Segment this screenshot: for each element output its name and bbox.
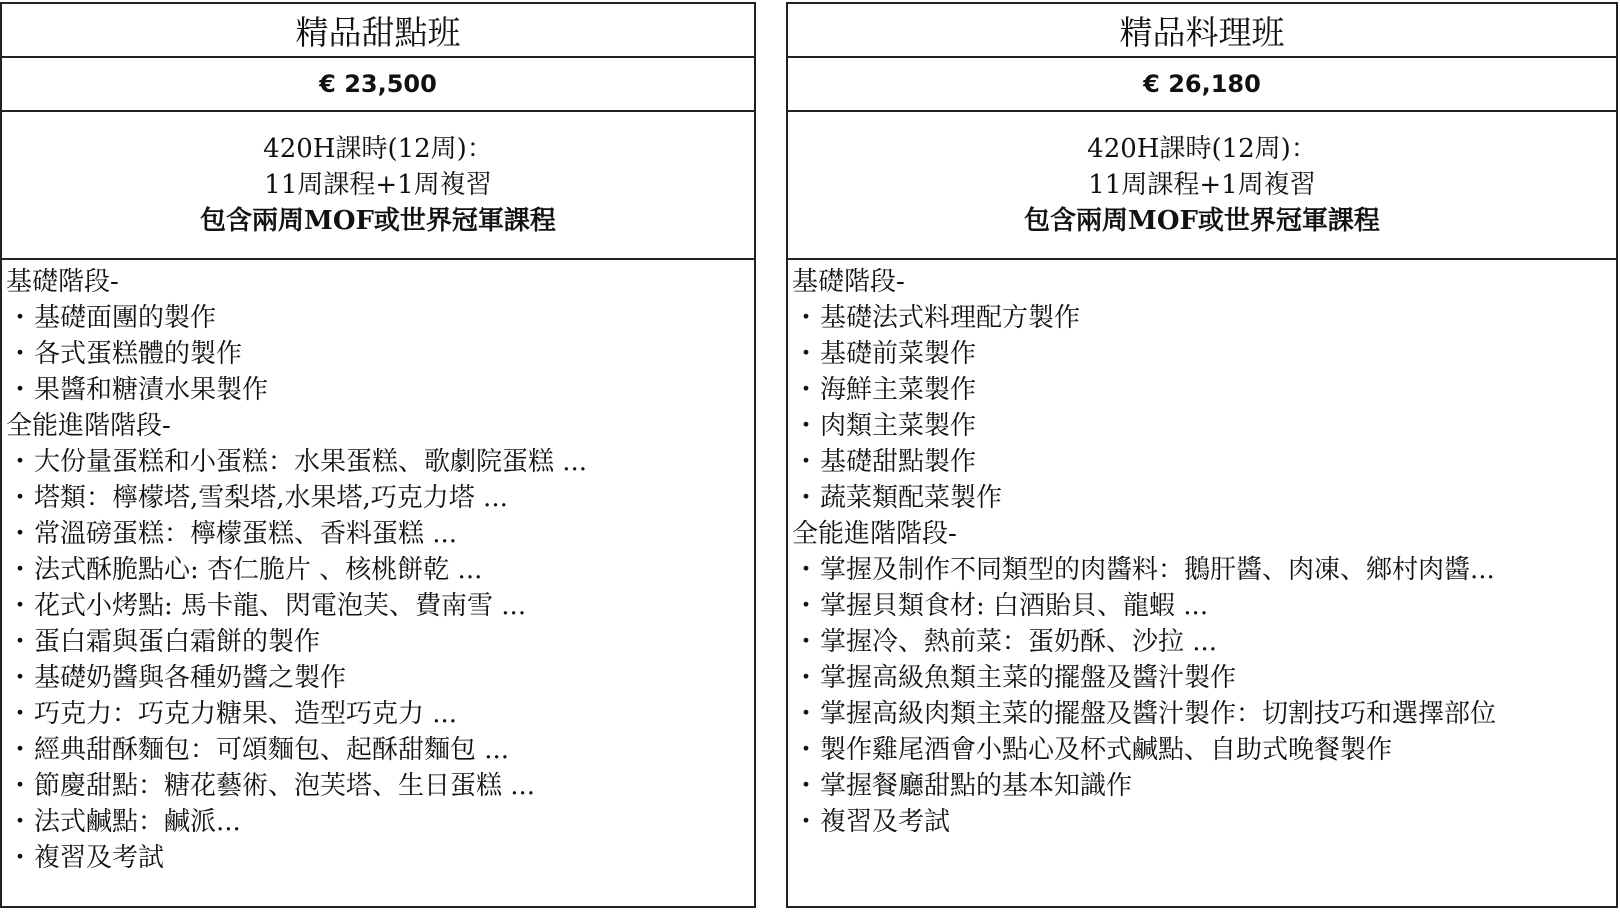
bullet-icon: ・ xyxy=(792,483,819,513)
hours-line: 11周課程+1周複習 xyxy=(264,170,492,200)
list-item: ・蔬菜類配菜製作 xyxy=(792,480,1616,516)
hours-line: 420H課時(12周)： xyxy=(263,134,493,164)
bullet-icon: ・ xyxy=(792,771,819,801)
bullet-icon: ・ xyxy=(792,663,819,693)
section-heading: 全能進階階段- xyxy=(6,411,171,441)
section-heading: 全能進階階段- xyxy=(792,519,957,549)
bullet-icon: ・ xyxy=(792,735,819,765)
list-item: ・製作雞尾酒會小點心及杯式鹹點、自助式晚餐製作 xyxy=(792,732,1616,768)
list-item: ・蛋白霜與蛋白霜餅的製作 xyxy=(6,624,754,660)
course-price: € 26,180 xyxy=(788,58,1616,112)
bullet-icon: ・ xyxy=(792,555,819,585)
course-hours xyxy=(2,112,754,260)
bullet-icon: ・ xyxy=(6,303,33,333)
list-item: ・法式酥脆點心: 杏仁脆片 、核桃餅乾 ... xyxy=(6,552,754,588)
course-content xyxy=(2,260,754,876)
section-heading: 基礎階段- xyxy=(6,267,119,297)
bullet-icon: ・ xyxy=(6,663,33,693)
bullet-icon: ・ xyxy=(6,627,33,657)
bullet-icon: ・ xyxy=(792,375,819,405)
bullet-icon: ・ xyxy=(792,303,819,333)
bullet-icon: ・ xyxy=(792,807,819,837)
bullet-icon: ・ xyxy=(792,591,819,621)
list-item: ・節慶甜點：糖花藝術、泡芙塔、生日蛋糕 ... xyxy=(6,768,754,804)
course-price: € 23,500 xyxy=(2,58,754,112)
bullet-icon: ・ xyxy=(6,519,33,549)
list-item: ・掌握高級魚類主菜的擺盤及醬汁製作 xyxy=(792,660,1616,696)
list-item: ・花式小烤點: 馬卡龍、閃電泡芙、費南雪 ... xyxy=(6,588,754,624)
list-item: ・掌握餐廳甜點的基本知識作 xyxy=(792,768,1616,804)
bullet-icon: ・ xyxy=(792,447,819,477)
hours-highlight: 包含兩周MOF或世界冠軍課程 xyxy=(200,206,556,236)
list-item: ・海鮮主菜製作 xyxy=(792,372,1616,408)
list-item: ・掌握貝類食材: 白酒貽貝、龍蝦 ... xyxy=(792,588,1616,624)
list-item: ・基礎前菜製作 xyxy=(792,336,1616,372)
course-content xyxy=(788,260,1616,840)
list-item: ・基礎甜點製作 xyxy=(792,444,1616,480)
list-item: ・塔類：檸檬塔,雪梨塔,水果塔,巧克力塔 ... xyxy=(6,480,754,516)
bullet-icon: ・ xyxy=(6,843,33,873)
bullet-icon: ・ xyxy=(6,483,33,513)
list-item: ・基礎面團的製作 xyxy=(6,300,754,336)
hours-line: 11周課程+1周複習 xyxy=(1088,170,1316,200)
bullet-icon: ・ xyxy=(792,339,819,369)
list-item: ・複習及考試 xyxy=(792,804,1616,840)
list-item: ・基礎奶醬與各種奶醬之製作 xyxy=(6,660,754,696)
list-item: ・法式鹹點：鹹派... xyxy=(6,804,754,840)
list-item: ・複習及考試 xyxy=(6,840,754,876)
course-title: 精品甜點班 xyxy=(2,4,754,58)
list-item: ・掌握及制作不同類型的肉醬料：鵝肝醬、肉凍、鄉村肉醬... xyxy=(792,552,1616,588)
list-item: ・掌握冷、熱前菜：蛋奶酥、沙拉 ... xyxy=(792,624,1616,660)
bullet-icon: ・ xyxy=(6,339,33,369)
bullet-icon: ・ xyxy=(6,555,33,585)
list-item: ・巧克力：巧克力糖果、造型巧克力 ... xyxy=(6,696,754,732)
bullet-icon: ・ xyxy=(6,375,33,405)
bullet-icon: ・ xyxy=(6,735,33,765)
list-item: ・大份量蛋糕和小蛋糕：水果蛋糕、歌劇院蛋糕 ... xyxy=(6,444,754,480)
list-item: ・掌握高級肉類主菜的擺盤及醬汁製作：切割技巧和選擇部位 xyxy=(792,696,1616,732)
section-heading: 基礎階段- xyxy=(792,267,905,297)
bullet-icon: ・ xyxy=(6,447,33,477)
course-hours xyxy=(788,112,1616,260)
list-item: ・基礎法式料理配方製作 xyxy=(792,300,1616,336)
course-title: 精品料理班 xyxy=(788,4,1616,58)
course-card-dessert xyxy=(0,2,756,908)
list-item: ・肉類主菜製作 xyxy=(792,408,1616,444)
bullet-icon: ・ xyxy=(792,627,819,657)
bullet-icon: ・ xyxy=(792,699,819,729)
bullet-icon: ・ xyxy=(792,411,819,441)
bullet-icon: ・ xyxy=(6,591,33,621)
list-item: ・果醬和糖漬水果製作 xyxy=(6,372,754,408)
bullet-icon: ・ xyxy=(6,807,33,837)
list-item: ・經典甜酥麵包：可頌麵包、起酥甜麵包 ... xyxy=(6,732,754,768)
hours-line: 420H課時(12周)： xyxy=(1087,134,1317,164)
bullet-icon: ・ xyxy=(6,771,33,801)
course-card-cuisine xyxy=(786,2,1618,908)
bullet-icon: ・ xyxy=(6,699,33,729)
hours-highlight: 包含兩周MOF或世界冠軍課程 xyxy=(1024,206,1380,236)
list-item: ・常溫磅蛋糕：檸檬蛋糕、香料蛋糕 ... xyxy=(6,516,754,552)
list-item: ・各式蛋糕體的製作 xyxy=(6,336,754,372)
